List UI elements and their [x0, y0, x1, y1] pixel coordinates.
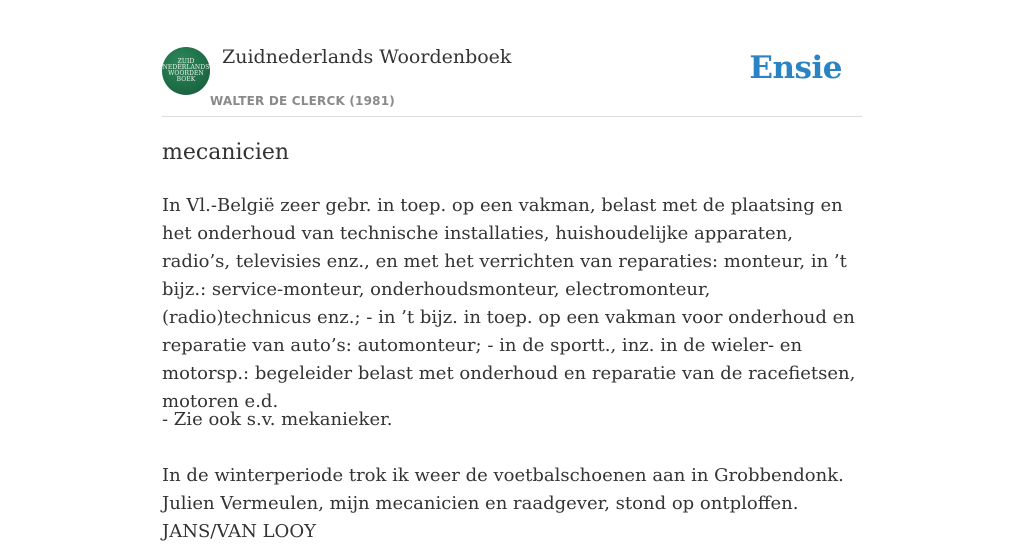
logo-line-4: BOEK [176, 76, 196, 83]
logo-line-1: ZUID [177, 58, 195, 65]
dictionary-logo[interactable] [162, 47, 210, 95]
dictionary-title-link[interactable]: Zuidnederlands Woordenboek [222, 46, 512, 68]
entry-definition: In Vl.-België zeer gebr. in toep. op een vakman, belast met de plaatsing en het onderhoud van technische installaties, huishoudelijke apparaten, radio’s, televisies enz., en met het verrichten van reparaties: monteur, in ’t bijz.: service-monteur, onderhoudsmonteur, electromonteur, (radio)technicus enz.; - in ’t bijz. in toep. op een vakman voor onderhoud en reparatie van auto’s: automonteur; - in de sportt., inz. in de wieler- en motorsp.: begeleider belast met onderhoud en reparatie van de racefietsen, motoren e.d. [162, 195, 856, 412]
logo-line-3: WOORDEN [168, 70, 204, 77]
entry-example-quote: In de winterperiode trok ik weer de voetbalschoenen aan in Grobbendonk. Julien Vermeulen, mijn mecanicien en raadgever, stond op ontploffen. JANS/VAN LOOY [162, 465, 844, 542]
ensie-brand-logo[interactable]: Ensie [749, 50, 842, 86]
entry-see-also: - Zie ook s.v. mekanieker. [162, 409, 393, 430]
dictionary-author: WALTER DE CLERCK (1981) [210, 94, 395, 108]
dictionary-header [162, 0, 862, 117]
entry-headword: mecanicien [162, 140, 290, 165]
content-container [162, 0, 862, 542]
logo-line-2: NEDERLANDS [162, 64, 210, 71]
